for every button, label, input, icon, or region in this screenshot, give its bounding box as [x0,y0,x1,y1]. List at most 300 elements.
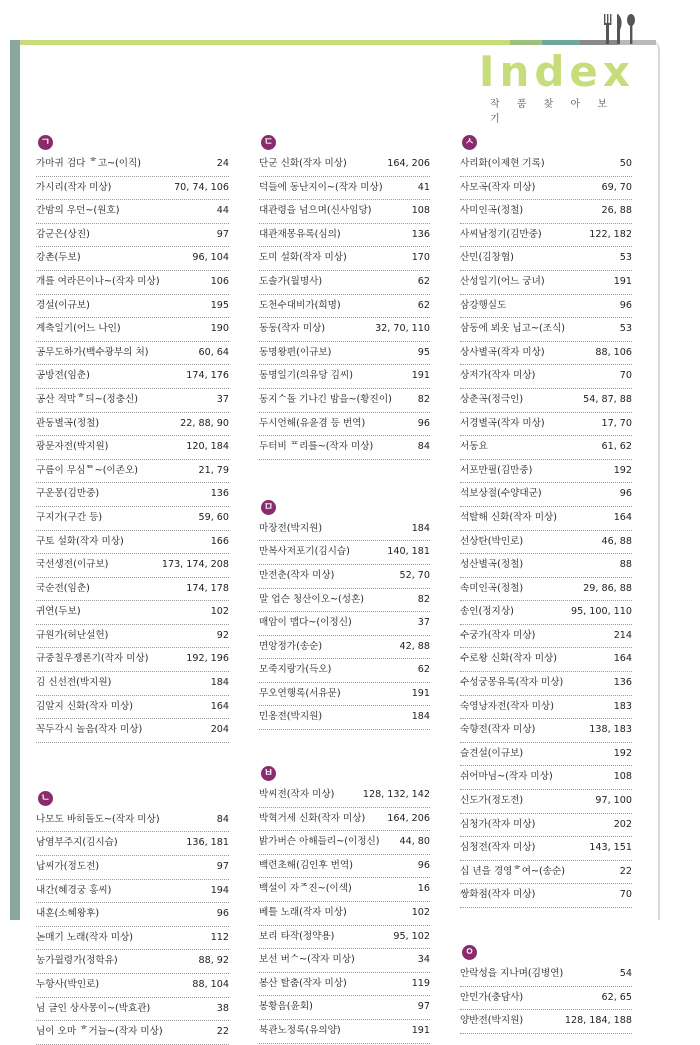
entry-title: 동동(작자 미상) [259,323,326,335]
entry-pages: 194 [210,884,229,896]
entry-title: 대관령을 넘으며(신사임당) [259,205,372,217]
index-entry [36,809,229,833]
entry-title: 두시언해(유윤겸 등 번역) [259,417,366,429]
entry-pages: 97, 100 [595,795,632,807]
index-entry [460,696,632,720]
entry-title: 농가월령가(정학유) [36,955,118,967]
index-entry [36,271,229,295]
index-entry [36,153,229,177]
index-entry [259,271,430,295]
index-entry [259,153,430,177]
entry-pages: 54 [619,968,632,979]
index-entry [36,389,229,413]
entry-title: 심청가(작자 미상) [460,818,536,830]
entry-title: 심청전(작자 미상) [460,842,536,854]
entry-pages: 143, 151 [589,842,632,854]
entry-pages: 166 [210,535,229,547]
entry-title: 면앙정가(송순) [259,640,323,652]
entry-title: 논매기 노래(작자 미상) [36,931,133,943]
index-entry [36,247,229,271]
entry-title: 쉬어마님~(작자 미상) [460,771,553,783]
entry-title: 남염부주지(김시습) [36,837,118,849]
entry-pages: 192, 196 [186,653,229,665]
index-entry [259,996,430,1020]
entry-pages: 24 [216,158,229,169]
entry-pages: 190 [210,323,229,335]
cutlery-icon [600,14,640,44]
index-entry [460,295,632,319]
index-entry [259,413,430,437]
entry-pages: 38 [216,1002,229,1014]
entry-pages: 136 [411,228,430,240]
entry-pages: 70 [619,889,632,901]
accent-bar-segment [542,40,580,45]
entry-title: 님이 오마 ᄒ거늘~(작자 미상) [36,1026,163,1038]
entry-pages: 44, 80 [399,836,430,848]
index-entry [460,814,632,838]
entry-title: 김알지 신화(작자 미상) [36,700,133,712]
index-entry [259,612,430,636]
entry-pages: 62 [417,275,430,287]
entry-pages: 50 [619,158,632,169]
entry-pages: 106 [210,275,229,287]
entry-title: 가시리(작자 미상) [36,181,112,193]
entry-title: 쌍화점(작자 미상) [460,889,536,901]
entry-pages: 122, 182 [589,228,632,240]
entry-title: 누항사(박인로) [36,979,100,990]
index-entry [36,601,229,625]
entry-title: 강촌(두보) [36,252,81,264]
index-entry [460,531,632,555]
index-entry [460,247,632,271]
spoon-icon [627,14,635,44]
entry-pages: 119 [411,977,430,989]
entry-pages: 62, 65 [601,991,632,1003]
index-section [36,791,229,1045]
entry-title: 삼강행실도 [460,299,507,311]
entry-title: 도미 설화(작자 미상) [259,252,347,264]
entry-title: 개를 여라믄이나~(작자 미상) [36,275,160,287]
entry-title: 서경별곡(작자 미상) [460,417,545,429]
entry-title: 삼동에 뵈옷 닙고~(조식) [460,323,566,335]
entry-pages: 60, 64 [198,346,229,358]
index-entry [259,342,430,366]
index-entry [36,832,229,856]
entry-pages: 97 [216,861,229,873]
entry-pages: 70 [619,370,632,382]
entry-title: 규중칠우쟁론기(작자 미상) [36,653,149,665]
entry-title: 꼭두각시 놀음(작자 미상) [36,724,143,736]
entry-pages: 70, 74, 106 [174,181,229,193]
entry-pages: 61, 62 [601,441,632,453]
section-letter-badge: ㄱ [38,135,53,150]
entry-title: 구토 설화(작자 미상) [36,535,124,547]
index-entry [36,950,229,974]
entry-title: 나모도 바히돌도~(작자 미상) [36,813,160,825]
index-entry [36,295,229,319]
index-entry [259,318,430,342]
entry-pages: 102 [411,907,430,919]
entry-pages: 191 [411,370,430,382]
entry-title: 보선 버ᄉ~(작자 미상) [259,954,355,966]
index-entry [259,541,430,565]
entry-pages: 97 [417,1001,430,1013]
index-entry [259,926,430,950]
entry-pages: 112 [210,931,229,943]
index-entry [259,949,430,973]
entry-title: 산민(김창협) [460,252,514,264]
section-letter-badge: ㄷ [261,135,276,150]
index-entry [36,554,229,578]
index-entry [460,318,632,342]
entry-pages: 59, 60 [198,511,229,523]
entry-title: 간밤의 우던~(원호) [36,205,120,217]
entry-title: 계축일기(어느 나인) [36,323,121,335]
index-entry [259,808,430,832]
index-entry [460,177,632,201]
entry-title: 속미인곡(정철) [460,582,524,594]
entry-pages: 164 [613,511,632,523]
entry-pages: 54, 87, 88 [583,393,632,405]
entry-title: 내간(혜경궁 홍씨) [36,884,112,896]
entry-title: 안락성을 지나며(김병연) [460,968,564,979]
entry-pages: 22 [216,1026,229,1038]
index-entry [36,177,229,201]
entry-pages: 88 [619,559,632,571]
entry-pages: 53 [619,323,632,335]
entry-pages: 96 [216,908,229,920]
entry-title: 무오연행록(서유문) [259,687,341,699]
entry-pages: 84 [216,813,229,825]
fork-icon [604,14,611,44]
entry-title: 보리 타작(정약용) [259,930,335,942]
index-entry [259,177,430,201]
entry-pages: 34 [417,954,430,966]
entry-title: 도천수대비가(희명) [259,299,341,311]
entry-pages: 62 [417,664,430,676]
entry-title: 백설이 자ᄌ진~(이색) [259,883,352,895]
entry-pages: 202 [613,818,632,830]
index-entry [460,153,632,177]
index-entry [259,902,430,926]
entry-pages: 170 [411,252,430,264]
entry-pages: 29, 86, 88 [583,582,632,594]
entry-title: 가마귀 검다 ᄒ고~(이직) [36,158,142,169]
entry-pages: 191 [411,1025,430,1036]
index-entry [259,1020,430,1044]
index-entry [460,601,632,625]
index-entry [460,648,632,672]
entry-title: 신도가(정도전) [460,795,524,807]
entry-pages: 184 [210,677,229,689]
entry-title: 구지가(구간 등) [36,511,103,523]
entry-title: 덕들에 동난지이~(작자 미상) [259,181,383,193]
entry-title: 사미인곡(정철) [460,205,524,217]
entry-pages: 108 [411,205,430,217]
entry-pages: 174, 178 [186,582,229,594]
index-entry [460,507,632,531]
entry-pages: 46, 88 [601,535,632,547]
index-entry [36,974,229,998]
index-entry [460,460,632,484]
entry-title: 김 신선전(박지원) [36,677,112,689]
entry-pages: 140, 181 [387,546,430,558]
index-entry [36,342,229,366]
knife-icon [617,14,622,44]
index-entry [460,578,632,602]
entry-pages: 136 [613,677,632,689]
index-entry [259,855,430,879]
entry-pages: 26, 88 [601,205,632,217]
entry-title: 내훈(소혜왕후) [36,908,100,920]
entry-title: 두터비 ᄑ리를~(작자 미상) [259,441,374,453]
entry-title: 사씨남정기(김만중) [460,228,542,240]
index-entry [460,861,632,885]
page-title: Index [478,47,635,96]
index-entry [259,784,430,808]
entry-title: 성산별곡(정철) [460,559,524,571]
entry-pages: 82 [417,393,430,405]
index-entry [259,518,430,542]
index-entry [460,837,632,861]
index-section [460,945,632,1034]
index-entry [36,696,229,720]
entry-pages: 62 [417,299,430,311]
entry-title: 국순전(임춘) [36,582,90,594]
index-entry [460,365,632,389]
entry-title: 봉산 탈춤(작자 미상) [259,977,347,989]
section-letter-badge: ㅂ [261,766,276,781]
index-entry [36,625,229,649]
index-entry [460,413,632,437]
entry-title: 베틀 노래(작자 미상) [259,907,347,919]
entry-title: 모죽지랑가(득오) [259,664,332,676]
entry-title: 수성궁몽유록(작자 미상) [460,677,564,689]
index-section [259,135,430,460]
index-column-2 [259,135,430,1044]
top-accent-bar [20,40,656,45]
entry-title: 수로왕 신화(작자 미상) [460,653,557,665]
entry-pages: 102 [210,606,229,618]
entry-pages: 138, 183 [589,724,632,736]
index-entry [36,1021,229,1045]
entry-pages: 195 [210,299,229,311]
entry-pages: 192 [613,464,632,476]
entry-pages: 88, 106 [595,346,632,358]
entry-title: 사모곡(작자 미상) [460,181,536,193]
entry-title: 봉황음(윤회) [259,1001,313,1013]
entry-pages: 164 [210,700,229,712]
index-entry [259,295,430,319]
index-entry [460,554,632,578]
entry-title: 경설(이규보) [36,299,90,311]
index-entry [36,413,229,437]
entry-title: 북관노정록(유의양) [259,1025,341,1036]
index-entry [36,903,229,927]
entry-title: 밝가버슨 아해들리~(이정신) [259,836,380,848]
entry-pages: 88, 92 [198,955,229,967]
index-entry [36,880,229,904]
index-entry [460,1010,632,1034]
index-entry [259,831,430,855]
index-entry [259,200,430,224]
entry-pages: 96 [619,299,632,311]
entry-title: 안민가(충담사) [460,991,524,1003]
entry-title: 숙영낭자전(작자 미상) [460,700,554,712]
entry-title: 매암이 맵다~(이정신) [259,617,352,629]
entry-pages: 136 [210,488,229,500]
index-entry [460,790,632,814]
entry-title: 광문자전(박지원) [36,441,109,453]
entry-title: 도솔가(월명사) [259,275,323,287]
page-subtitle: 작 품 찾 아 보 기 [490,99,615,125]
entry-pages: 16 [417,883,430,895]
entry-pages: 52, 70 [399,569,430,581]
entry-title: 사리화(이제현 기록) [460,158,545,169]
side-accent-strip [10,40,20,920]
entry-pages: 128, 184, 188 [564,1015,632,1027]
entry-pages: 42, 88 [399,640,430,652]
index-section [460,135,632,908]
accent-bar-segment [20,40,510,45]
index-entry [460,719,632,743]
entry-pages: 95, 102 [393,930,430,942]
section-letter-badge: ㄴ [38,791,53,806]
index-entry [259,247,430,271]
entry-title: 동지ᄉ돌 기나긴 밤을~(황진이) [259,393,392,405]
entry-pages: 204 [210,724,229,736]
entry-pages: 37 [216,393,229,405]
entry-pages: 92 [216,629,229,641]
index-entry [460,743,632,767]
entry-pages: 184 [411,522,430,534]
index-column-1 [36,135,229,1045]
index-entry [460,625,632,649]
accent-bar-segment [510,40,542,45]
entry-title: 구운몽(김만중) [36,488,100,500]
index-entry [460,200,632,224]
index-entry [259,224,430,248]
entry-pages: 164, 206 [387,158,430,169]
index-entry [460,271,632,295]
index-entry [460,224,632,248]
entry-title: 님 글인 상사몽이~(박효관) [36,1002,151,1014]
index-column-3 [460,135,632,1034]
entry-pages: 82 [417,593,430,605]
index-entry [36,719,229,743]
entry-pages: 214 [613,629,632,641]
index-entry [460,963,632,987]
entry-pages: 22, 88, 90 [180,417,229,429]
entry-pages: 95 [417,346,430,358]
entry-title: 동명왕편(이규보) [259,346,332,358]
entry-pages: 120, 184 [186,441,229,453]
entry-pages: 37 [417,617,430,629]
entry-title: 백련초해(김인후 번역) [259,859,353,871]
entry-pages: 95, 100, 110 [570,606,632,618]
index-entry [259,565,430,589]
entry-pages: 191 [613,275,632,287]
index-entry [36,200,229,224]
entry-title: 양반전(박지원) [460,1015,524,1027]
index-entry [36,365,229,389]
entry-title: 공무도하가(백수광부의 처) [36,346,149,358]
entry-title: 민옹전(박지원) [259,711,323,723]
index-entry [259,706,430,730]
index-entry [36,460,229,484]
index-entry [36,672,229,696]
entry-pages: 21, 79 [198,464,229,476]
entry-pages: 96 [417,859,430,871]
entry-pages: 32, 70, 110 [375,323,430,335]
entry-pages: 96 [417,417,430,429]
entry-title: 구름이 무심ᄐ~(이존오) [36,464,138,476]
entry-title: 국선생전(이규보) [36,559,109,571]
index-entry [36,318,229,342]
entry-title: 석보상절(수양대군) [460,488,542,500]
index-entry [259,389,430,413]
entry-title: 선상탄(박인로) [460,535,524,547]
entry-pages: 128, 132, 142 [362,789,430,801]
entry-pages: 53 [619,252,632,264]
index-section [259,500,430,730]
entry-pages: 164 [613,653,632,665]
entry-title: 수궁가(작자 미상) [460,629,536,641]
entry-pages: 136, 181 [186,837,229,849]
entry-title: 송인(정지상) [460,606,514,618]
entry-title: 규원가(허난설헌) [36,629,109,641]
section-letter-badge: ㅅ [462,135,477,150]
entry-pages: 88, 104 [192,979,229,990]
entry-title: 동명일기(의유당 김씨) [259,370,353,382]
entry-title: 산성일기(어느 궁녀) [460,275,545,287]
entry-pages: 97 [216,228,229,240]
index-entry [460,389,632,413]
entry-title: 슬견설(이규보) [460,747,524,759]
entry-title: 납씨가(정도전) [36,861,100,873]
index-entry [36,856,229,880]
entry-title: 만전춘(작자 미상) [259,569,335,581]
entry-title: 상저가(작자 미상) [460,370,536,382]
entry-pages: 17, 70 [601,417,632,429]
entry-title: 십 년을 경영ᄒ여~(송순) [460,865,566,877]
entry-pages: 22 [619,865,632,877]
index-entry [259,589,430,613]
index-entry [460,987,632,1011]
entry-title: 상춘곡(정극인) [460,393,524,405]
index-entry [36,224,229,248]
index-entry [460,483,632,507]
entry-title: 상사별곡(작자 미상) [460,346,545,358]
index-entry [460,884,632,908]
index-entry [36,483,229,507]
entry-pages: 108 [613,771,632,783]
index-entry [259,636,430,660]
entry-pages: 96, 104 [192,252,229,264]
index-entry [259,436,430,460]
index-entry [460,342,632,366]
entry-title: 박혁거세 신화(작자 미상) [259,812,366,824]
index-entry [259,973,430,997]
index-entry [36,507,229,531]
index-entry [259,683,430,707]
entry-pages: 173, 174, 208 [161,559,229,571]
index-entry [460,436,632,460]
index-entry [460,672,632,696]
index-entry [259,878,430,902]
entry-pages: 192 [613,747,632,759]
index-entry [36,578,229,602]
